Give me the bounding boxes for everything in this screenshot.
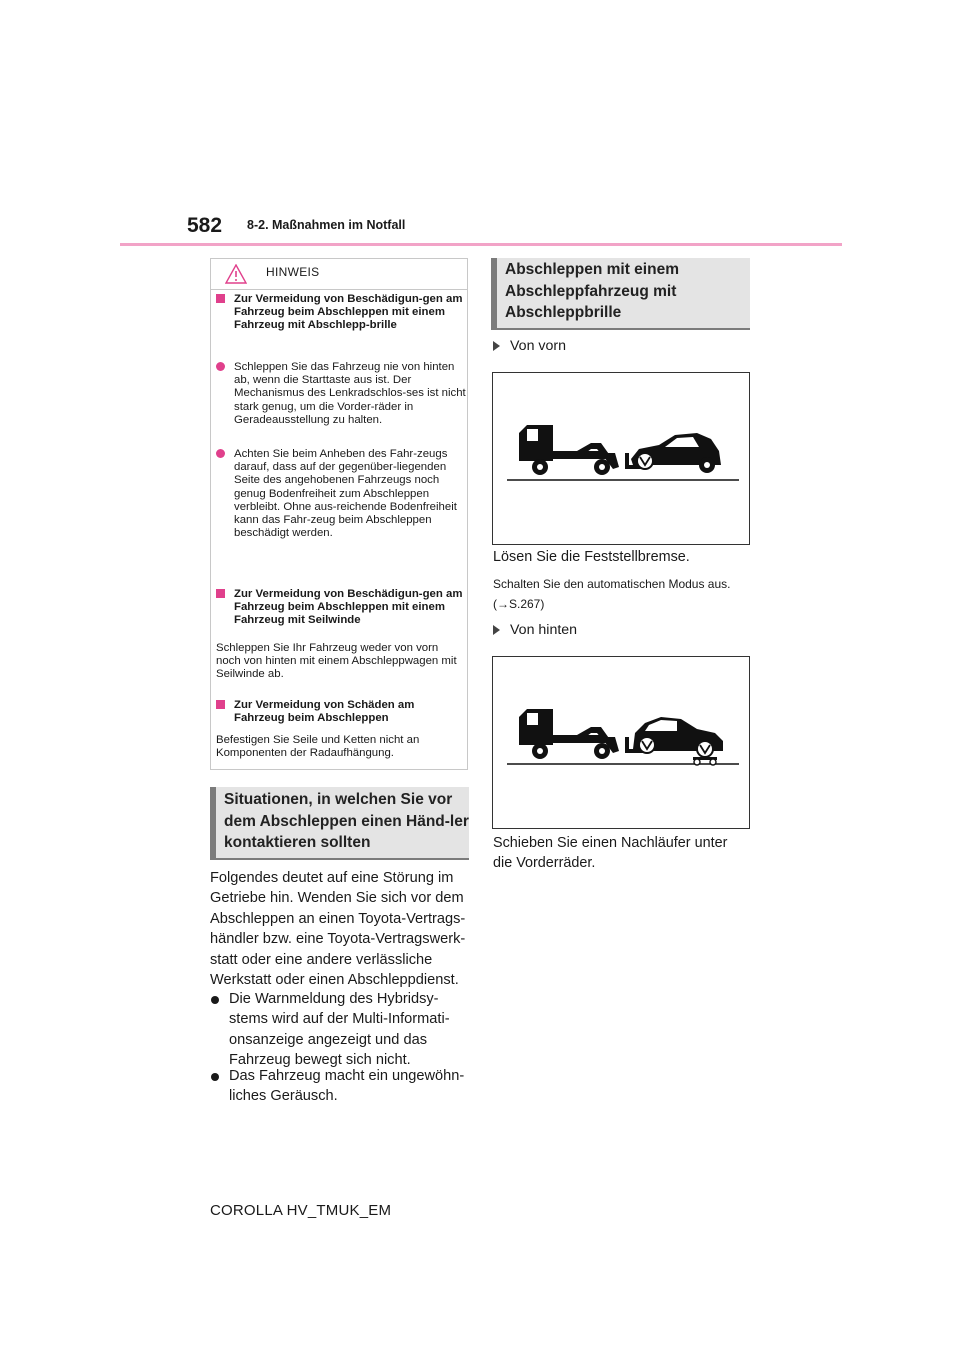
disable-auto-mode-text: Schalten Sie den automatischen Modus aus. <box>493 577 731 591</box>
tow-truck-front-tow-icon <box>493 373 749 544</box>
notice-divider <box>211 289 467 290</box>
from-front-label: Von vorn <box>510 338 567 354</box>
dealer-contact-heading-box <box>210 787 469 860</box>
page-reference-link[interactable]: (→S.267) <box>493 597 545 611</box>
model-code-footer: COROLLA HV_TMUK_EM <box>210 1202 392 1219</box>
notice-heading-2-text: Zur Vermeidung von Beschädigun-gen am Fahrzeug beim Abschleppen mit einem Fahrzeug mit Seilwinde <box>234 588 463 627</box>
notice-paragraph-3: Befestigen Sie Seile und Ketten nicht an Komponenten der Radaufhängung. <box>216 734 420 760</box>
dot-bullet-icon <box>216 449 225 458</box>
dealer-contact-heading: Situationen, in welchen Sie vor dem Abschleppen einen Händ-ler kontaktieren sollten <box>224 791 469 851</box>
wheel-lift-heading: Abschleppen mit einem Abschleppfahrzeug mit Abschleppbrille <box>505 261 679 321</box>
notice-heading-3-text: Zur Vermeidung von Schäden am Fahrzeug beim Abschleppen <box>234 699 415 725</box>
notice-label: HINWEIS <box>266 265 320 279</box>
symptom-bullet-2-text: Das Fahrzeug macht ein ungewöhn-liches Geräusch. <box>229 1068 465 1105</box>
notice-box <box>210 258 468 770</box>
notice-paragraph-2: Schleppen Sie Ihr Fahrzeug weder von vorn noch von hinten mit einem Abschleppwagen mit Seilwinde ab. <box>216 642 457 681</box>
dot-bullet-icon <box>216 362 225 371</box>
square-bullet-icon <box>216 294 225 303</box>
bullet-dot-icon <box>211 1073 219 1081</box>
section-title: 8-2. Maßnahmen im Notfall <box>247 218 406 232</box>
from-rear-label: Von hinten <box>510 622 578 638</box>
notice-bullet-2-text: Achten Sie beim Anheben des Fahr-zeugs darauf, dass auf der gegenüber-liegenden Seite des angehobenen Fahrzeugs noch genug Bodenfreiheit zum Abschleppen verbleibt. Ohne aus-reichende Bodenfreiheit kann das Fahr-zeug beim Abschleppen beschädigt werden. <box>234 448 457 540</box>
header-rule <box>120 243 842 246</box>
warning-triangle-icon <box>225 264 247 289</box>
dolly-instruction-text: Schieben Sie einen Nachläufer unter die Vorderräder. <box>493 835 728 871</box>
square-bullet-icon <box>216 700 225 709</box>
notice-bullet-1-text: Schleppen Sie das Fahrzeug nie von hinten ab, wenn die Starttaste aus ist. Der Mechanismus des Lenkradschlos-ses ist nicht stark genug, um die Vorder-räder in Geradeausstellung zu halten. <box>234 361 466 426</box>
arrow-bullet-icon <box>493 625 500 635</box>
bullet-dot-icon <box>211 996 219 1004</box>
tow-from-front-illustration <box>492 372 750 545</box>
notice-heading-1-text: Zur Vermeidung von Beschädigun-gen am Fahrzeug beim Abschleppen mit einem Fahrzeug mit Abschlepp-brille <box>234 293 463 332</box>
tow-from-rear-illustration <box>492 656 750 829</box>
tow-truck-rear-tow-icon <box>493 657 749 828</box>
arrow-bullet-icon <box>493 341 500 351</box>
page-number: 582 <box>187 214 223 237</box>
symptom-bullet-1-text: Die Warnmeldung des Hybridsy-stems wird auf der Multi-Informati-onsanzeige angezeigt und das Fahrzeug bewegt sich nicht. <box>229 991 450 1069</box>
wheel-lift-heading-box <box>491 258 750 330</box>
notice-header <box>211 259 467 289</box>
release-parking-brake-text: Lösen Sie die Feststellbremse. <box>493 549 690 565</box>
transmission-intro-paragraph: Folgendes deutet auf eine Störung im Getriebe hin. Wenden Sie sich vor dem Abschleppen an einen Toyota-Vertrags-händler bzw. eine Toyota-Vertragswerk-statt oder eine andere verlässliche Werkstatt oder einen Abschleppdienst. <box>210 870 466 989</box>
square-bullet-icon <box>216 589 225 598</box>
